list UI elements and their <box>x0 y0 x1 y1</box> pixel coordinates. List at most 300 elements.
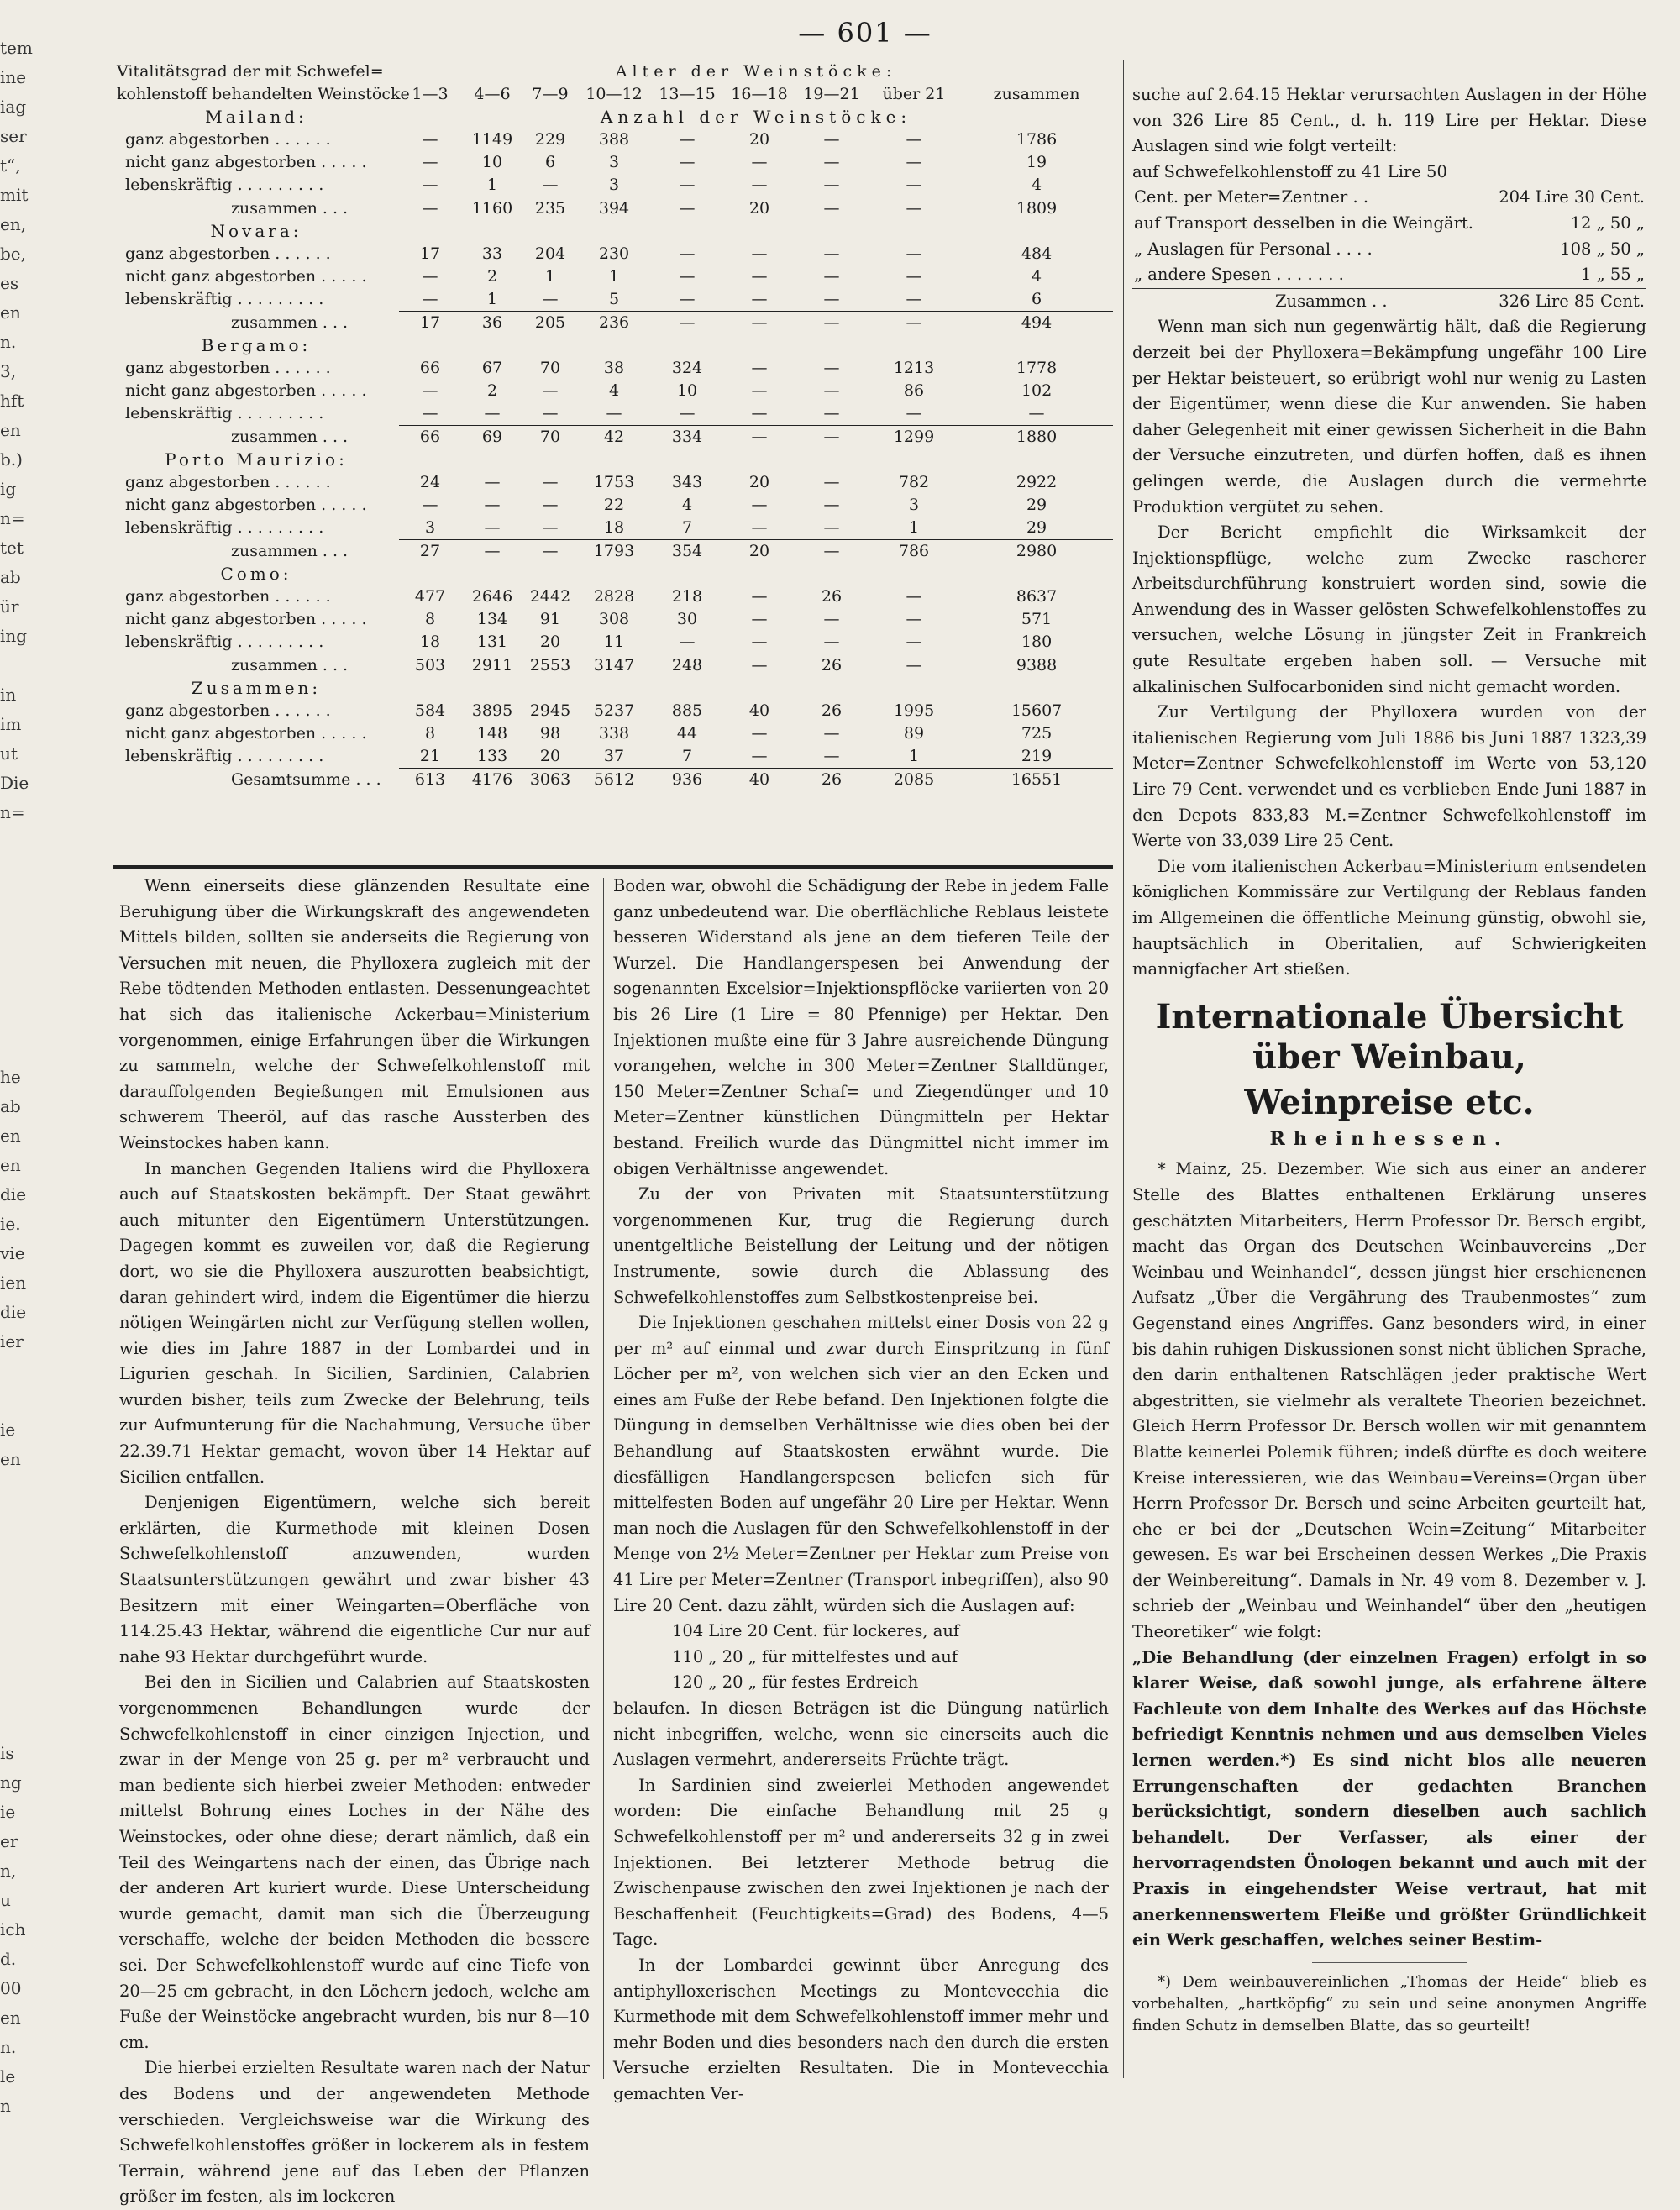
column-header: 16—18 <box>731 85 788 103</box>
margin-fragment: en <box>0 1155 21 1175</box>
expense-table <box>1132 185 1646 314</box>
price-list <box>672 1619 1109 1696</box>
section-heading: Internationale Übersicht über Weinbau, <box>1155 996 1624 1077</box>
cell: 5 <box>608 290 620 308</box>
margin-fragment <box>0 1357 40 1386</box>
cell: — <box>751 610 768 628</box>
cell: — <box>751 518 768 537</box>
cell: — <box>542 404 559 423</box>
cell: — <box>484 518 501 537</box>
cell: 24 <box>419 473 441 491</box>
margin-fragment <box>0 916 40 945</box>
cell: — <box>606 404 622 423</box>
footnote: *) Dem weinbauvereinlichen „Thomas der Heide“ blieb es vorbehalten, „hartköpfig“ zu sein und seine anonymen Angriffe finden Schutz in demselben Blatte, das so geurteilt! <box>1132 1972 1646 2034</box>
sum-row <box>113 769 1113 792</box>
region-row <box>113 449 1113 471</box>
cell: 29 <box>1026 518 1047 537</box>
table-row <box>113 631 1113 654</box>
sum-cell: — <box>795 426 868 449</box>
sum-cell: 1299 <box>868 426 960 449</box>
cell: 1753 <box>593 473 635 491</box>
cell: — <box>542 290 559 308</box>
cell: 1995 <box>893 701 935 720</box>
row-label: ganz abgestorben . . . . . . <box>125 130 331 149</box>
cell: 30 <box>676 610 698 628</box>
cell: — <box>751 290 768 308</box>
cell: — <box>823 130 840 149</box>
margin-fragment <box>0 1562 40 1592</box>
cell: 10 <box>676 381 698 400</box>
cell: 7 <box>681 518 693 537</box>
cell: 571 <box>1021 610 1053 628</box>
margin-fragment: u <box>0 1890 11 1910</box>
sum-cell: — <box>795 312 868 335</box>
sum-cell: 786 <box>868 540 960 564</box>
margin-fragment: en <box>0 302 21 323</box>
paragraph: Boden war, obwohl die Schädigung der Rebe in jedem Falle ganz unbedeutend war. Die oberflächliche Reblaus leistete besseren Widerstand als jene an dem tieferen Teile der Wurzel. Die Handlangerspesen bei Anwendung der sogenannten Excelsior=Injektionspflöcke variierten von 20 bis 26 Lire (1 Lire = 80 Pfennige) per Hektar. Den Injektionen mußte eine für 3 Jahre ausreichende Düngung vorangehen, welche in 300 Meter=Zentner Stalldünger, 150 Meter=Zentner Schaf= und Ziegendünger und 10 Meter=Zentner künstlichen Düngmitteln per Hektar bestand. Freilich wurde das Düngmittel nicht immer im obigen Verhältnisse angewendet. <box>613 876 1109 1178</box>
cell: 3 <box>908 496 920 514</box>
cell: 218 <box>671 587 703 606</box>
expense-amount: 12 „ 50 „ <box>1570 213 1645 233</box>
paragraph: Die vom italienischen Ackerbau=Ministerium entsendeten königlichen Kommissäre zur Vertilgung der Reblaus fanden im Allgemeinen die öffentliche Meinung günstig, obwohl sie, hauptsächlich in Oberitalien, auf Schwierigkeiten mannigfacher Art stießen. <box>1132 856 1646 979</box>
sum-cell: 334 <box>651 426 723 449</box>
sum-cell: 36 <box>461 312 523 335</box>
cell: 230 <box>598 244 630 263</box>
cell: — <box>823 633 840 651</box>
cell: — <box>422 130 438 149</box>
cell: — <box>823 496 840 514</box>
sum-label: zusammen . . . <box>231 541 349 560</box>
margin-fragment: ser <box>0 126 27 146</box>
margin-fragment: n= <box>0 508 25 528</box>
cell: — <box>823 610 840 628</box>
paragraph: Die Injektionen geschahen mittelst einer Dosis von 22 g per m² auf einmal und zwar durch Einspritzung in fünf Löcher per m², von welchen sich vier an den Ecken und eines am Fuße der Rebe befand. Den Injektionen folgte die Düngung in demselben Verhältnisse wie dies oben bei der Behandlung auf Staatskosten erwähnt wurde. Die diesfälligen Handlangerspesen beliefen sich für mittelfesten Boden auf ungefähr 20 Lire per Hektar. Wenn man noch die Auslagen für den Schwefelkohlenstoff in der Menge von 2½ Meter=Zentner per Hektar zum Preise von 41 Lire per Meter=Zentner (Transport inbegriffen), also 90 Lire 20 Cent. dazu zählt, würden sich die Auslagen auf: <box>613 1313 1109 1615</box>
row-label: lebenskräftig . . . . . . . . . <box>125 404 324 423</box>
margin-fragment <box>0 886 40 916</box>
region-spacer <box>399 449 1113 471</box>
margin-fragment: ie <box>0 1802 16 1822</box>
expense-total-amount: 326 Lire 85 Cent. <box>1490 288 1646 314</box>
margin-fragment: ie <box>0 1420 16 1440</box>
cell: — <box>906 153 922 171</box>
region-name: Bergamo: <box>201 335 312 355</box>
region-row <box>113 220 1113 243</box>
margin-fragment <box>0 857 40 886</box>
sum-cell: 503 <box>399 654 461 678</box>
cell: 6 <box>544 153 556 171</box>
cell: 1149 <box>471 130 513 149</box>
expense-total-label: Zusammen . . <box>1132 288 1490 314</box>
margin-fragment: die <box>0 1184 27 1205</box>
cell: 70 <box>539 359 561 377</box>
margin-fragment <box>0 1709 40 1739</box>
cell: — <box>422 404 438 423</box>
sum-cell: 205 <box>523 312 577 335</box>
region-name: Porto Maurizio: <box>165 449 348 470</box>
sum-cell: 354 <box>651 540 723 564</box>
header-row <box>113 60 1113 83</box>
row-label: nicht ganz abgestorben . . . . . <box>125 724 367 743</box>
expense-row <box>1132 237 1646 263</box>
margin-fragment <box>0 651 40 680</box>
cell: — <box>751 359 768 377</box>
cell: — <box>751 176 768 194</box>
cell: 67 <box>481 359 503 377</box>
cell: 343 <box>671 473 703 491</box>
margin-fragment: 3, <box>0 361 17 381</box>
sum-cell: 494 <box>960 312 1113 335</box>
cell: 477 <box>414 587 446 606</box>
margin-fragment <box>0 1474 40 1504</box>
expense-total <box>1132 288 1646 314</box>
row-label: ganz abgestorben . . . . . . <box>125 701 331 720</box>
price-line: 110 „ 20 „ für mittelfestes und auf <box>672 1646 958 1667</box>
sum-cell: 16551 <box>960 769 1113 792</box>
cell: 7 <box>681 747 693 765</box>
margin-fragment <box>0 1621 40 1651</box>
sum-cell: — <box>868 312 960 335</box>
sum-cell: 4176 <box>461 769 523 792</box>
cell: 102 <box>1021 381 1053 400</box>
sum-cell: — <box>399 197 461 221</box>
margin-fragment: ür <box>0 596 19 617</box>
column-rule <box>1123 968 1124 2078</box>
column-header: über 21 <box>882 85 946 103</box>
margin-fragment: en <box>0 1126 21 1146</box>
text-column-2 <box>613 874 1109 2108</box>
sum-cell: 235 <box>523 197 577 221</box>
margin-fragment: hft <box>0 391 24 411</box>
margin-fragment: n. <box>0 332 17 352</box>
cell: — <box>422 176 438 194</box>
cell: — <box>422 290 438 308</box>
column-header: 19—21 <box>803 85 860 103</box>
sum-label: zusammen . . . <box>231 198 349 218</box>
margin-fragment: iag <box>0 97 27 117</box>
sum-cell: 3147 <box>577 654 651 678</box>
column-header: 7—9 <box>532 85 569 103</box>
sum-cell: 2980 <box>960 540 1113 564</box>
margin-fragment: en, <box>0 214 27 234</box>
left-margin-fragments <box>0 34 40 2116</box>
row-label: nicht ganz abgestorben . . . . . <box>125 610 367 628</box>
cell: 44 <box>676 724 698 743</box>
paragraph: suche auf 2.64.15 Hektar verursachten Auslagen in der Höhe von 326 Lire 85 Cent., d. h. 119 Lire per Hektar. Diese Auslagen sind wie folgt verteilt: <box>1132 85 1646 156</box>
sum-label: Gesamtsumme . . . <box>231 769 381 789</box>
margin-fragment <box>0 1033 40 1063</box>
expense-amount: 204 Lire 30 Cent. <box>1499 187 1645 207</box>
cell: 3 <box>424 518 436 537</box>
margin-fragment <box>0 945 40 974</box>
cell: 1778 <box>1016 359 1058 377</box>
cell: 2945 <box>529 701 571 720</box>
cell: 10 <box>481 153 503 171</box>
row-label: ganz abgestorben . . . . . . <box>125 587 331 606</box>
cell: 219 <box>1021 747 1053 765</box>
cell: 324 <box>671 359 703 377</box>
sum-cell: 70 <box>523 426 577 449</box>
margin-fragment <box>0 1680 40 1709</box>
sum-cell: 40 <box>723 769 795 792</box>
cell: 8 <box>424 724 436 743</box>
table-row <box>113 288 1113 312</box>
cell: 33 <box>481 244 503 263</box>
margin-fragment: ng <box>0 1772 22 1793</box>
cell: — <box>906 587 922 606</box>
sum-row <box>113 312 1113 335</box>
table-row <box>113 745 1113 769</box>
sum-cell: 42 <box>577 426 651 449</box>
table-row <box>113 402 1113 426</box>
row-label: lebenskräftig . . . . . . . . . <box>125 633 324 652</box>
cell: 782 <box>898 473 930 491</box>
margin-fragment: is <box>0 1743 14 1763</box>
cell: 20 <box>539 633 561 651</box>
margin-fragment: er <box>0 1831 18 1851</box>
margin-fragment <box>0 1533 40 1562</box>
sum-cell: 20 <box>723 197 795 221</box>
cell: 15607 <box>1011 701 1063 720</box>
cell: — <box>422 381 438 400</box>
table-row <box>113 151 1113 174</box>
cell: — <box>823 153 840 171</box>
region-row <box>113 106 1113 129</box>
cell: 66 <box>419 359 441 377</box>
cell: 2922 <box>1016 473 1058 491</box>
sum-cell: 9388 <box>960 654 1113 678</box>
footnote-rule <box>1312 1962 1467 1963</box>
margin-fragment: in <box>0 685 17 705</box>
margin-fragment: n, <box>0 1861 17 1881</box>
cell: 6 <box>1031 290 1042 308</box>
cell: — <box>484 473 501 491</box>
cell: 8 <box>424 610 436 628</box>
cell: 20 <box>748 130 770 149</box>
cell: 584 <box>414 701 446 720</box>
margin-fragment: en <box>0 2008 21 2028</box>
cell: 4 <box>681 496 693 514</box>
paragraph: Wenn man sich nun gegenwärtig hält, daß die Regierung derzeit bei der Phylloxera=Bekämpfung ungefähr 100 Lire per Hektar beisteuert, so erübrigt wohl nur wenig zu Lasten der Eigentümer, wenn diese die Kur anwenden. Sie haben daher Gelegenheit mit einer gewissen Sicherheit in die Bahn der Versuche einzutreten, und dürfen hoffen, daß es ihnen gelingen werde, die Auslagen durch die vermehrte Produktion vergütet zu sehen. <box>1132 317 1646 517</box>
cell: — <box>751 404 768 423</box>
table-row <box>113 265 1113 288</box>
cell: 308 <box>598 610 630 628</box>
margin-fragment: n. <box>0 2037 17 2057</box>
cell: 180 <box>1021 633 1053 651</box>
sum-cell: 1809 <box>960 197 1113 221</box>
table-row <box>113 517 1113 540</box>
cell: — <box>542 496 559 514</box>
region-name: Novara: <box>210 221 302 241</box>
cell: — <box>751 496 768 514</box>
table-row <box>113 494 1113 517</box>
expense-label: Cent. per Meter=Zentner . . <box>1134 187 1369 207</box>
cell: 131 <box>476 633 508 651</box>
margin-fragment: en <box>0 420 21 440</box>
row-label: ganz abgestorben . . . . . . <box>125 359 331 377</box>
row-label: nicht ganz abgestorben . . . . . <box>125 496 367 514</box>
cell: — <box>422 496 438 514</box>
column-rule <box>1123 60 1124 968</box>
sum-cell: — <box>795 540 868 564</box>
cell: — <box>679 244 696 263</box>
cell: 22 <box>603 496 625 514</box>
cell: 1 <box>544 267 556 286</box>
cell: — <box>751 633 768 651</box>
margin-fragment: ie. <box>0 1214 21 1234</box>
cell: — <box>906 176 922 194</box>
header-row <box>113 83 1113 106</box>
margin-fragment: t“, <box>0 155 21 176</box>
expense-row <box>1132 211 1646 237</box>
region-row <box>113 677 1113 700</box>
sum-cell: 26 <box>795 769 868 792</box>
cell: 1 <box>908 518 920 537</box>
table-row <box>113 700 1113 722</box>
expense-label: „ andere Spesen . . . . . . . <box>1134 265 1344 285</box>
margin-fragment <box>0 1592 40 1621</box>
cell: — <box>679 130 696 149</box>
sum-cell: 5612 <box>577 769 651 792</box>
cell: 89 <box>903 724 925 743</box>
sum-cell: 26 <box>795 654 868 678</box>
paragraph: belaufen. In diesen Beträgen ist die Düngung natürlich nicht inbegriffen, welche, wenn sie einerseits auch die Auslagen vermehrt, andererseits Früchte trägt. <box>613 1698 1109 1770</box>
sum-cell: — <box>523 540 577 564</box>
cell: — <box>542 518 559 537</box>
sum-cell: — <box>723 654 795 678</box>
column-header: 10—12 <box>585 85 643 103</box>
table-row <box>113 380 1113 402</box>
expense-row <box>1132 185 1646 211</box>
cell: 29 <box>1026 496 1047 514</box>
sum-cell: 1793 <box>577 540 651 564</box>
paragraph: In Sardinien sind zweierlei Methoden angewendet worden: Die einfache Behandlung mit 25 g Schwefelkohlenstoff per m² und andererseits 32 g in zwei Injektionen. Bei letzterer Methode betrug die Zwischenpause zwischen den zwei Injektionen je nach der Beschaffenheit (Feuchtigkeits=Grad) des Bodens, 4—5 Tage. <box>613 1775 1109 1950</box>
cell: 148 <box>476 724 508 743</box>
margin-fragment <box>0 1004 40 1033</box>
cell: 388 <box>598 130 630 149</box>
cell: 1 <box>608 267 620 286</box>
cell: 17 <box>419 244 441 263</box>
sum-cell: 2911 <box>461 654 523 678</box>
cell: — <box>906 244 922 263</box>
cell: — <box>906 130 922 149</box>
margin-fragment: ab <box>0 567 21 587</box>
cell: 4 <box>608 381 620 400</box>
paragraph: Zur Vertilgung der Phylloxera wurden von der italienischen Regierung vom Juli 1886 bis Juni 1887 1323,39 Meter=Zentner Schwefelkohlenstoff im Werte von 53,120 Lire 79 Cent. verwendet und es verblieben Ende Juni 1887 in den Depots 833,83 M.=Zentner Schwefelkohlenstoff im Werte von 33,039 Lire 25 Cent. <box>1132 702 1646 851</box>
cell: — <box>751 153 768 171</box>
margin-fragment: d. <box>0 1949 17 1969</box>
expense-row <box>1132 262 1646 288</box>
cell: 1 <box>486 176 498 194</box>
price-line: 104 Lire 20 Cent. für lockeres, auf <box>672 1621 960 1641</box>
cell: — <box>679 176 696 194</box>
cell: — <box>906 267 922 286</box>
margin-fragment: mit <box>0 185 29 205</box>
section-heading-2: Weinpreise etc. <box>1244 1082 1535 1122</box>
cell: 204 <box>534 244 566 263</box>
row-label: ganz abgestorben . . . . . . <box>125 244 331 263</box>
cell: 3 <box>608 153 620 171</box>
margin-fragment: tem <box>0 38 33 58</box>
margin-fragment: n <box>0 2096 11 2116</box>
sum-cell: — <box>795 197 868 221</box>
sum-cell: 20 <box>723 540 795 564</box>
cell: 11 <box>603 633 625 651</box>
header-label: kohlenstoff behandelten Weinstöcke <box>117 85 410 103</box>
margin-fragment: es <box>0 273 19 293</box>
column-header: zusammen <box>993 85 1080 103</box>
cell: — <box>823 747 840 765</box>
cell: — <box>679 633 696 651</box>
cell: 134 <box>476 610 508 628</box>
cell: 2 <box>486 267 498 286</box>
row-label: lebenskräftig . . . . . . . . . <box>125 518 324 538</box>
sum-cell: 1880 <box>960 426 1113 449</box>
margin-fragment <box>0 1386 40 1415</box>
paragraph: Die hierbei erzielten Resultate waren nach der Natur des Bodens und der angewendeten Methode verschieden. Vergleichsweise war die Wirkung des Schwefelkohlenstoffes größer in lockerem als in festem Terrain, während jene auf das Leben der Pflanzen größer im festen, als im lockeren <box>119 2058 590 2207</box>
sum-cell: — <box>651 312 723 335</box>
sum-cell: 2085 <box>868 769 960 792</box>
sum-cell: 27 <box>399 540 461 564</box>
cell: 91 <box>539 610 561 628</box>
sum-cell: 66 <box>399 426 461 449</box>
sum-row <box>113 654 1113 678</box>
cell: 1786 <box>1016 130 1058 149</box>
row-label: nicht ganz abgestorben . . . . . <box>125 381 367 400</box>
cell: — <box>823 404 840 423</box>
column-rule <box>603 878 604 2079</box>
table-row <box>113 722 1113 745</box>
cell: 338 <box>598 724 630 743</box>
cell: 37 <box>603 747 625 765</box>
sum-label: zusammen . . . <box>231 312 349 332</box>
sum-cell: — <box>651 197 723 221</box>
cell: — <box>751 244 768 263</box>
region-spacer <box>399 677 1113 700</box>
cell: — <box>679 290 696 308</box>
region-row <box>113 334 1113 357</box>
paragraph: Wenn einerseits diese glänzenden Resultate eine Beruhigung über die Wirkungskraft des angewendeten Mittels bilden, sollten sie anderseits die Regierung von Versuchen mit neuen, die Phylloxera zugleich mit der Rebe tödtenden Methoden entlasten. Dessenungeachtet hat sich das italienische Ackerbau=Ministerium vorgenommen, einige Erfahrungen über die Wirkungen zu sammeln, welche der Schwefelkohlenstoff mit darauffolgenden Begießungen mit Emulsionen aus schwerem Theeröl, auf das rasche Aussterben des Weinstockes haben kann. <box>119 876 590 1152</box>
column-header: 4—6 <box>474 85 511 103</box>
margin-fragment: ien <box>0 1273 27 1293</box>
cell: — <box>823 724 840 743</box>
expense-label: „ Auslagen für Personal . . . . <box>1134 239 1373 259</box>
margin-fragment: vie <box>0 1243 25 1263</box>
cell: 21 <box>419 747 441 765</box>
margin-fragment <box>0 827 40 857</box>
section-subheading: Rheinhessen. <box>1269 1127 1509 1150</box>
sum-cell: 613 <box>399 769 461 792</box>
cell: — <box>823 359 840 377</box>
cell: 2646 <box>471 587 513 606</box>
sum-cell: — <box>723 426 795 449</box>
cell: — <box>823 381 840 400</box>
text-column-3 <box>1132 82 1646 2037</box>
sum-row <box>113 197 1113 221</box>
table-row <box>113 357 1113 380</box>
column-header: 13—15 <box>659 85 716 103</box>
cell: — <box>906 404 922 423</box>
cell: 86 <box>903 381 925 400</box>
cell: — <box>542 176 559 194</box>
sum-label: zusammen . . . <box>231 655 349 675</box>
row-label: lebenskräftig . . . . . . . . . <box>125 290 324 309</box>
sum-cell: 17 <box>399 312 461 335</box>
margin-fragment: n= <box>0 802 25 822</box>
row-label: lebenskräftig . . . . . . . . . <box>125 176 324 195</box>
sum-row <box>113 540 1113 564</box>
cell: 3 <box>608 176 620 194</box>
sum-cell: 3063 <box>523 769 577 792</box>
